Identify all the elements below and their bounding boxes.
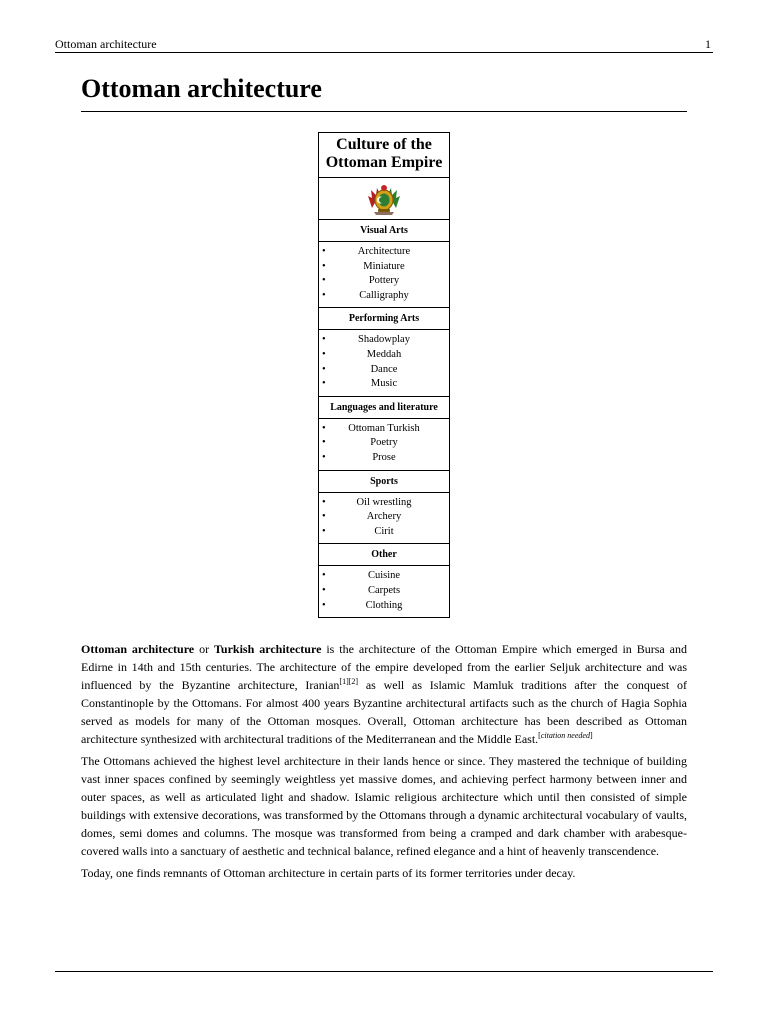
list-item-label[interactable]: Cuisine: [367, 570, 401, 582]
list-item-label[interactable]: Music: [370, 378, 398, 390]
bold-term-turkish-architecture: Turkish architecture: [214, 642, 322, 656]
list-item: [319, 377, 449, 392]
running-header: [55, 36, 713, 53]
page-title: Ottoman architecture: [81, 74, 322, 103]
section-list-sports: [319, 493, 449, 545]
list-item: [319, 525, 449, 540]
list-item-label[interactable]: Archery: [366, 511, 402, 523]
footer-divider: [55, 971, 713, 972]
article-body: [81, 640, 687, 886]
list-item-label[interactable]: Meddah: [366, 348, 402, 360]
list-item-label[interactable]: Miniature: [363, 260, 405, 272]
bullet: •: [322, 451, 326, 463]
list-item-label[interactable]: Architecture: [357, 246, 411, 257]
list-item-label[interactable]: Dance: [370, 363, 398, 375]
ottoman-coat-of-arms-icon: [366, 182, 402, 216]
citation-bracket-close: ]: [589, 731, 593, 740]
bullet: •: [322, 378, 326, 390]
list-item: [319, 569, 449, 584]
bullet: •: [322, 511, 326, 523]
bullet: •: [322, 363, 326, 375]
bullet: •: [322, 260, 326, 272]
bullet: •: [322, 496, 326, 508]
section-list-languages-and-literature: [319, 419, 449, 471]
list-item-label[interactable]: Poetry: [370, 437, 398, 449]
list-item: [319, 599, 449, 614]
citation-bracket-open: [: [538, 731, 541, 740]
list-item: [319, 289, 449, 304]
bullet: •: [322, 584, 326, 596]
list-item: [319, 260, 449, 275]
infobox: [318, 132, 450, 618]
list-item-label[interactable]: Pottery: [368, 275, 400, 287]
bullet: •: [322, 599, 326, 611]
list-item-label[interactable]: Carpets: [367, 584, 401, 596]
section-title-languages-and-literature: Languages and literature: [319, 397, 449, 419]
paragraph-text: is the architecture of the Ottoman Empire which emerged in Bursa and Edirne in 14th and 15th centuries. The architecture of the empire developed from the earlier Seljuk architecture and was influenced by the Byzantine architecture, Iranian: [81, 642, 687, 692]
section-title-sports: Sports: [319, 471, 449, 493]
running-header-title: Ottoman architecture: [55, 37, 157, 51]
list-item: [319, 333, 449, 348]
title-divider: [81, 111, 687, 112]
bullet: •: [322, 525, 326, 537]
section-list-visual-arts: [319, 242, 449, 308]
infobox-title: Culture of the Ottoman Empire: [319, 133, 449, 178]
list-item: [319, 496, 449, 511]
bold-term-ottoman-architecture: Ottoman architecture: [81, 642, 195, 656]
bullet: •: [322, 289, 326, 301]
reference-link[interactable]: [1][2]: [339, 677, 359, 686]
list-item: [319, 274, 449, 289]
list-item-label[interactable]: Ottoman Turkish: [348, 422, 420, 434]
section-title-other: Other: [319, 544, 449, 566]
paragraph-text: or: [194, 642, 215, 656]
list-item: [319, 348, 449, 363]
bullet: •: [322, 570, 326, 582]
section-list-other: [319, 566, 449, 617]
bullet: •: [322, 348, 326, 360]
list-item: [319, 510, 449, 525]
list-item-label[interactable]: Oil wrestling: [356, 496, 412, 508]
list-item: [319, 422, 449, 437]
list-item: [319, 245, 449, 260]
page-number: 1: [705, 37, 711, 51]
section-title-visual-arts: Visual Arts: [319, 220, 449, 242]
bullet: •: [322, 246, 326, 257]
section-title-performing-arts: Performing Arts: [319, 308, 449, 330]
list-item: [319, 363, 449, 378]
list-item: [319, 436, 449, 451]
bullet: •: [322, 275, 326, 287]
paragraph-intro: [81, 640, 687, 748]
infobox-emblem: [319, 178, 449, 220]
bullet: •: [322, 334, 326, 346]
list-item-label[interactable]: Cirit: [374, 525, 394, 537]
paragraph-ottoman-achievements: The Ottomans achieved the highest level architecture in their lands hence or since. They mastered the technique of building vast inner spaces confined by seemingly weightless yet massive domes, and achieving perfect harmony between inner and outer spaces, as well as articulated light and shadow. Islamic religious architecture which until then consisted of simple buildings with extensive decorations, was transformed by the Ottomans through a dynamic architectural vocabulary of vaults, domes, semi domes and columns. The mosque was transformed from being a cramped and dark chamber with arabesque-covered walls into a sanctuary of aesthetic and technical balance, refined elegance and a hint of heavenly transcendence.: [81, 754, 687, 858]
list-item-label[interactable]: Calligraphy: [359, 289, 409, 301]
citation-needed-tag[interactable]: [538, 731, 592, 740]
bullet: •: [322, 437, 326, 449]
list-item-label[interactable]: Clothing: [365, 599, 403, 611]
section-list-performing-arts: [319, 330, 449, 396]
list-item-label[interactable]: Shadowplay: [358, 334, 410, 346]
list-item: [319, 584, 449, 599]
paragraph-remnants: Today, one finds remnants of Ottoman architecture in certain parts of its former territories under decay.: [81, 866, 576, 880]
list-item-label[interactable]: Prose: [372, 451, 396, 463]
citation-needed-text: citation needed: [540, 731, 590, 740]
list-item: [319, 451, 449, 466]
paragraph-text: as well as Islamic Mamluk traditions after the conquest of Constantinople by the Ottomans. For almost 400 years Byzantine architectural artifacts such as the church of Hagia Sophia served as models for many of the Ottoman mosques. Overall, Ottoman architecture has been described as Ottoman architecture synthesized with architectural traditions of the Mediterranean and the Middle East.: [81, 678, 687, 746]
bullet: •: [322, 422, 326, 434]
